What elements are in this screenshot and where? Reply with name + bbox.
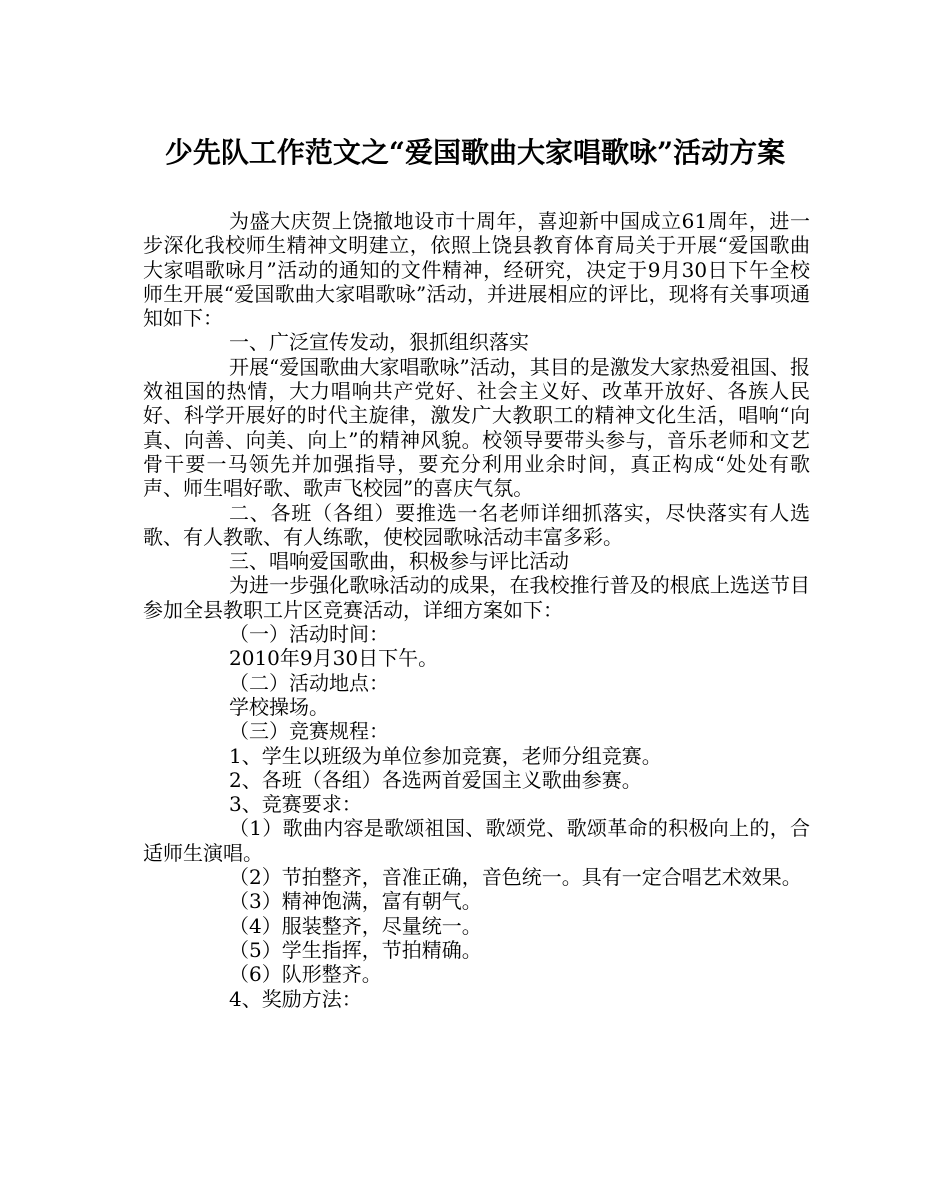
paragraph: 1、学生以班级为单位参加竞赛，老师分组竞赛。 [229,743,662,768]
paragraph: 一、广泛宣传发动，狠抓组织落实 [229,330,529,355]
paragraph: （4）服装整齐，尽量统一。 [229,913,482,938]
paragraph: （二）活动地点： [229,670,389,695]
document-body [143,209,810,1011]
paragraph: 2、各班（各组）各选两首爱国主义歌曲参赛。 [229,767,642,792]
paragraph: （5）学生指挥，节拍精确。 [229,937,482,962]
paragraph: 2010年9月30日下午。 [229,646,439,671]
document-title: 少先队工作范文之“爱国歌曲大家唱歌咏”活动方案 [164,136,786,169]
paragraph: （2）节拍整齐，音准正确，音色统一。具有一定合唱艺术效果。 [229,865,802,890]
paragraph: 3、竞赛要求： [229,792,362,817]
paragraph: 4、奖励方法： [229,986,362,1011]
paragraph: （一）活动时间： [229,622,389,647]
paragraph: （1）歌曲内容是歌颂祖国、歌颂党、歌颂革命的积极向上的，合适师生演唱。 [143,816,810,865]
paragraph: 为进一步强化歌咏活动的成果，在我校推行普及的根底上选送节目参加全县教职工片区竞赛活动，详细方案如下： [143,573,810,622]
paragraph: 开展“爱国歌曲大家唱歌咏”活动，其目的是激发大家热爱祖国、报效祖国的热情，大力唱响共产党好、社会主义好、改革开放好、各族人民好、科学开展好的时代主旋律，激发广大教职工的精神文化生活，唱响“向真、向善、向美、向上”的精神风貌。校领导要带头参与，音乐老师和文艺骨干要一马领先并加强指导，要充分利用业余时间，真正构成“处处有歌声、师生唱好歌、歌声飞校园”的喜庆气氛。 [143,354,810,501]
paragraph: 学校操场。 [229,694,329,719]
paragraph: 三、唱响爱国歌曲，积极参与评比活动 [229,549,569,574]
paragraph: 为盛大庆贺上饶撤地设市十周年，喜迎新中国成立61周年，进一步深化我校师生精神文明建立，依照上饶县教育体育局关于开展“爱国歌曲大家唱歌咏月”活动的通知的文件精神，经研究，决定于9月30日下午全校师生开展“爱国歌曲大家唱歌咏”活动，并进展相应的评比，现将有关事项通知如下： [143,209,810,331]
paragraph: （三）竞赛规程： [229,719,389,744]
paragraph: （3）精神饱满，富有朝气。 [229,889,482,914]
paragraph: 二、各班（各组）要推选一名老师详细抓落实，尽快落实有人选歌、有人教歌、有人练歌，使校园歌咏活动丰富多彩。 [143,500,810,549]
paragraph: （6）队形整齐。 [229,962,382,987]
